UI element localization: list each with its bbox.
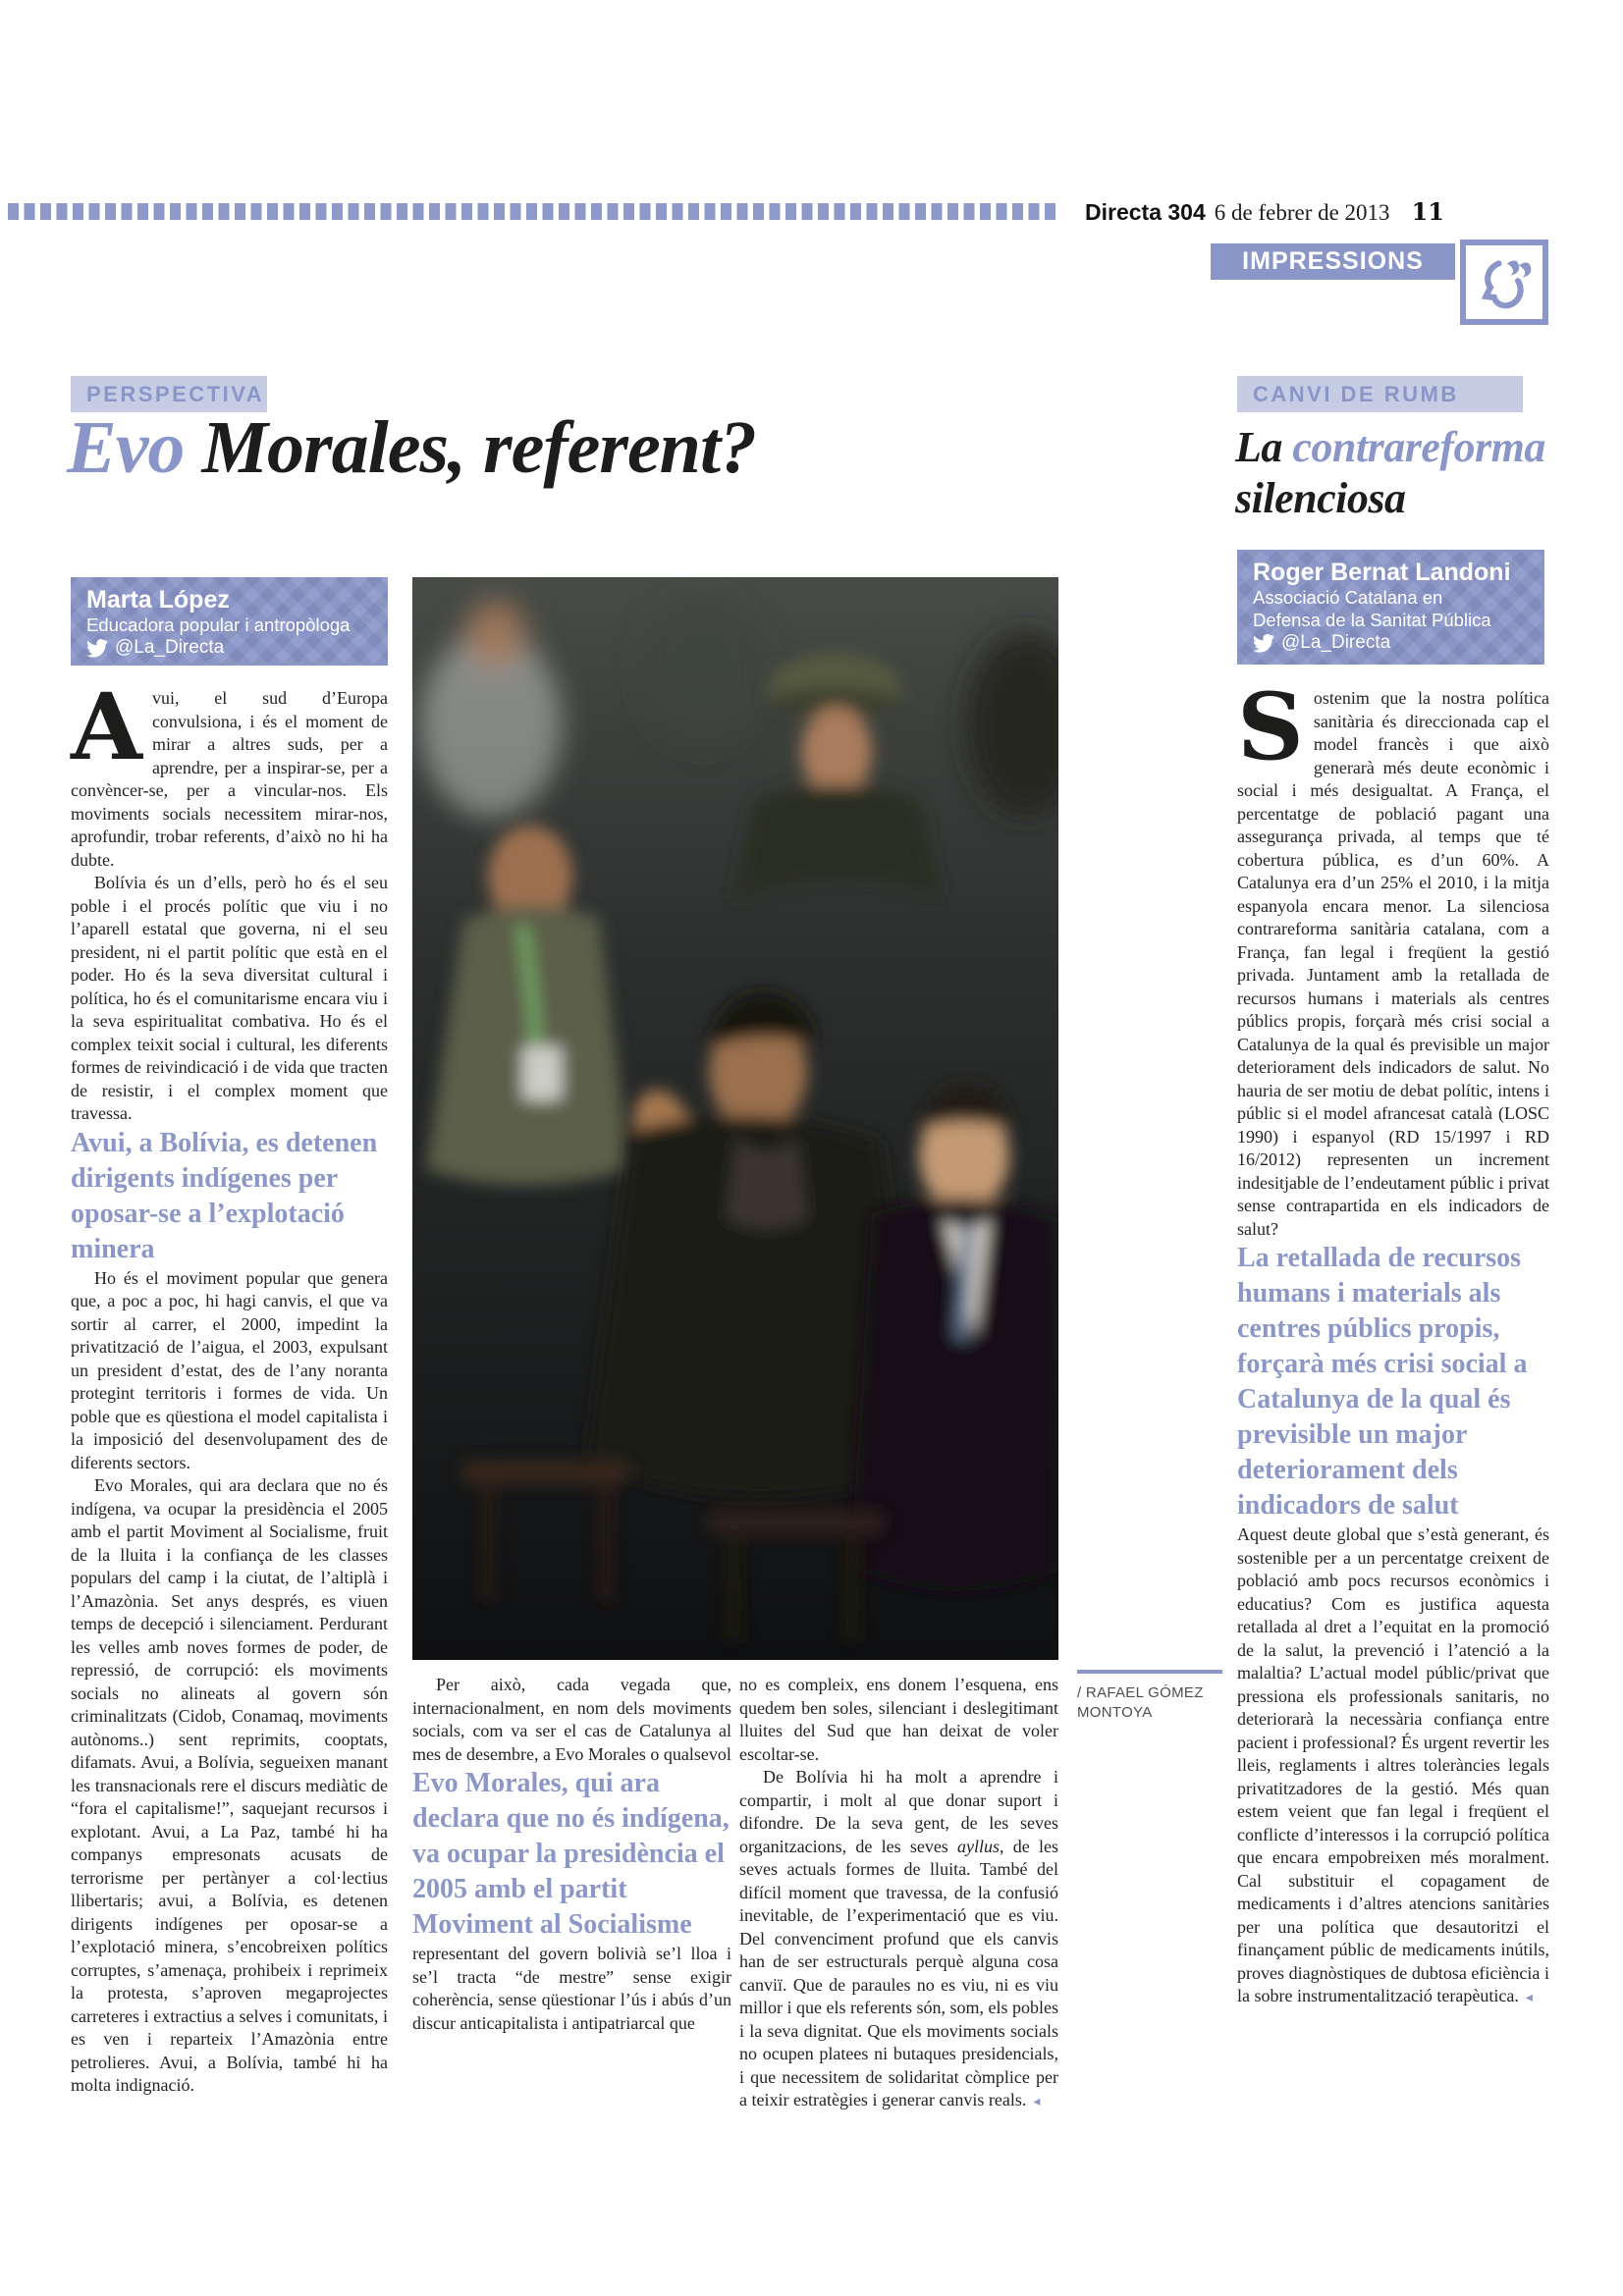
end-of-article-marker: ◂ (1525, 1991, 1533, 2005)
publication-name: Directa 304 (1085, 199, 1206, 225)
author-box-left (71, 577, 388, 666)
speech-face-icon (1460, 240, 1548, 325)
photo-credit-rule (1077, 1670, 1222, 1674)
end-of-article-marker: ◂ (1033, 2095, 1041, 2109)
paragraph-text: Ho és el moviment popular que genera que, a poc a poc, hi hagi canvis, el que va sortir al carrer, el 2000, impedint la privatització de l’aigua, el 2003, expulsant un president d’estat, des de l’any noranta protegint territoris i formes de vida. Un poble que es qüestiona el model capitalista i la imposició del desenvolupament des de diferents sectors. (71, 1267, 388, 1472)
author-name: Roger Bernat Landoni (1253, 559, 1511, 586)
paragraph-text: representant del govern bolivià se’l lloa i se’l tracta “de mestre” sense exigir coherència, sense qüestionar l’ús i abús d’un discur anticapitalista i antipatriarcal que (412, 1944, 731, 2033)
paragraph-text: Per això, cada vegada que, internacionalment, en nom dels moviments socials, com va ser el cas de Catalunya al mes de desembre, a Evo Morales o qualsevol (412, 1675, 731, 1764)
blue-subhead: Avui, a Bolívia, es detenen dirigents indígenes per oposar-se a l’explotació minera (71, 1127, 378, 1264)
left-article-column-2 (412, 1674, 731, 2035)
body-paragraph (71, 1267, 388, 1475)
paragraph-text: Bolívia és un d’ells, però ho és el seu poble i el procés polític que viu i no l’aparell estatal que governa, ni el seu president, ni el partit polític que està en el poder. Ho és la seva diversitat cultural i política, ho és el comunitarisme encara viu i la seva espiritualitat combativa. Ho és el complex teixit social i cultural, les diferents formes de reivindicació i de vida que tracten de resistir, i el complex moment que travessa. (71, 873, 388, 1123)
author-role-line1: Associació Catalana en (1253, 587, 1443, 608)
author-twitter-handle: @La_Directa (115, 637, 225, 658)
issue-date: 6 de febrer de 2013 (1214, 200, 1390, 225)
dropcap-s: S (1237, 673, 1304, 781)
photo-credit: / RAFAEL GÓMEZ MONTOYA (1077, 1684, 1204, 1721)
section-banner (1211, 243, 1455, 280)
right-article-headline (1235, 422, 1545, 524)
body-paragraph (71, 673, 388, 872)
left-article-column-1 (71, 673, 388, 2098)
twitter-icon (1253, 634, 1274, 653)
pull-quote: Evo Morales, qui ara declara que no és indígena, va ocupar la presidència el 2005 amb el partit Moviment al Socialisme (412, 1768, 730, 1940)
headline-rest: Morales, referent? (184, 406, 757, 489)
headline-accent: contrareforma (1292, 423, 1545, 471)
paragraph-text: Evo Morales, qui ara declara que no és indígena, va ocupar la presidència el 2005 amb el partit Moviment al Socialisme, fruit de la lluita i la confiança de les classes populars del camp i la ciutat, de l’altiplà i l’Amazònia. Set anys després, es viuen temps de decepció i silenciament. Perdurant les velles amb noves formes de poder, de repressió, de corrupció: els moviments socials no alineats al govern són criminalitzats (Cidob, Conamaq, moviments autònoms..) sent reprimits, cooptats, difamats. Avui, a Bolívia, segueixen manant les transnacionals rere el discurs mediàtic de “fora el capitalisme!”, saquejant recursos i explotant. Avui, a La Paz, també hi ha companys empresonats acusats de terrorisme per pertànyer a col·lectius llibertaris; avui, a Bolívia, es detenen dirigents indígenes per oposar-se a l’explotació minera, s’encobreixen polítics corruptes, s’amenaça, prohibeix i reprimeix la protesta, s’aproven megaprojectes carreteres i extractius a selves i comunitats, i es ven i reparteix l’Amazònia entre petrolieres. Avui, a Bolívia, també hi ha molta indignació. (71, 1475, 388, 2095)
kicker-canvi-de-rumb (1237, 376, 1523, 412)
left-article-headline (67, 406, 757, 489)
paragraph-text: Aquest deute global que s’està generant, és sostenible per a un percentatge creixent de població amb pocs recursos econòmics i educatius? Com es justifica aquesta retallada al dret a l’equitat en la promoció de la salut, la prevenció i l’atenció a la malaltia? L’actual model públic/privat que pressiona els professionals sanitaris, no deteriorarà la necessària confiança entre pacient i professional? És urgent revertir les lleis, reglaments i altres toleràncies legals privatitzadores de la gestió. Més quan estem veient que fan legal i freqüent el conflicte d’interessos i la corrupció política que encara empobreixen més moralment. Cal substituir el copagament de medicaments i d’altres atencions sanitàries per una política que desautoritzi el finançament públic de medicaments inútils, proves diagnòstiques de dubtosa eficiència i la sobre instrumentalització terapèutica. (1237, 1524, 1549, 2005)
author-role-line2: Defensa de la Sanitat Pública (1253, 610, 1491, 630)
pull-quote: La retallada de recursos humans i materials als centres públics propis, forçarà més crisi social a Catalunya de la qual és previsible un major deteriorament dels indicadors de salut (1237, 1243, 1528, 1521)
masthead (1085, 197, 1444, 226)
body-paragraph (739, 1766, 1058, 2114)
kicker-label: CANVI DE RUMB (1253, 381, 1459, 406)
body-paragraph (412, 1674, 731, 1766)
italic-term: ayllus (957, 1836, 1001, 1856)
headline-lead: La (1235, 423, 1293, 471)
author-box-right (1237, 550, 1544, 665)
body-paragraph (739, 1674, 1058, 1766)
body-paragraph (71, 1474, 388, 2098)
body-paragraph (71, 872, 388, 1126)
author-name: Marta López (86, 586, 230, 614)
body-paragraph (1237, 1523, 1549, 2010)
right-article-column (1237, 673, 1549, 2010)
twitter-icon (86, 639, 108, 658)
author-role: Educadora popular i antropòloga (86, 614, 351, 635)
left-article-column-3 (739, 1674, 1058, 2114)
dropcap-a: A (71, 673, 142, 781)
kicker-label: PERSPECTIVA (86, 381, 265, 406)
paragraph-text: De Bolívia hi ha molt a aprendre i compartir, i molt al que donar suport i difondre. De la seva gent, de les seves organitzacions, de les seves (739, 1767, 1058, 1856)
headline-line2: silenciosa (1235, 474, 1406, 522)
paragraph-text: , de les seves actuals formes de lluita. També del difícil moment que travessa, de la confusió inevitable, de l’experimentació que es viu. Del convenciment profund que els canvis han de ser estructurals perquè alguna cosa canviï. Que de paraules no es viu, ni es viu millor i que els referents són, som, els pobles i la seva dignitat. Que els moviments socials no ocupen platees ni butaques presidencials, i que necessitem de solidaritat còmplice per a teixir estratègies i generar canvis reals. (739, 1836, 1058, 2109)
section-banner-label: IMPRESSIONS (1242, 247, 1424, 275)
author-twitter-handle: @La_Directa (1281, 632, 1391, 653)
page-number: 11 (1411, 197, 1444, 226)
headline-accent: Evo (67, 406, 185, 489)
dotted-rule (8, 203, 1060, 220)
body-paragraph (412, 1943, 731, 2035)
paragraph-text: ostenim que la nostra política sanitària és direccionada cap el model francès i que això generarà més deute econòmic i social i més desigualtat. A França, el percentatge de població pagant una assegurança privada, al temps que té cobertura pública, es d’un 60%. A Catalunya era d’un 25% el 2010, i la mitja espanyola encara menor. La silenciosa contrareforma sanitària catalana, com a França, fan legal i freqüent la gestió privada. Juntament amb la retallada de recursos humans i materials als centres públics propis, forçarà més crisi social a Catalunya de la qual és previsible un major deteriorament dels indicadors de salut. No hauria de ser motiu de debat polític, intens i públic si el model afrancesat català (LOSC 1990) i espanyol (RD 15/1997 i RD 16/2012) representen un increment indesitjable de l’endeutament públic i privat sense contrapartida en els indicadors de salut? (1237, 688, 1549, 1239)
article-photo (412, 577, 1058, 1660)
paragraph-text: vui, el sud d’Europa convulsiona, i és el moment de mirar a altres suds, per a aprendre, per a inspirar-se, per a convèncer-se, per a vincular-nos. Els moviments socials necessitem mirar-nos, aprofundir, trobar referents, d’això no hi ha dubte. (71, 688, 388, 870)
paragraph-text: no es compleix, ens donem l’esquena, ens quedem ben soles, silenciant i deslegitimant lluites del Sud que han deixat de voler escoltar-se. (739, 1675, 1058, 1764)
body-paragraph (1237, 673, 1549, 1241)
